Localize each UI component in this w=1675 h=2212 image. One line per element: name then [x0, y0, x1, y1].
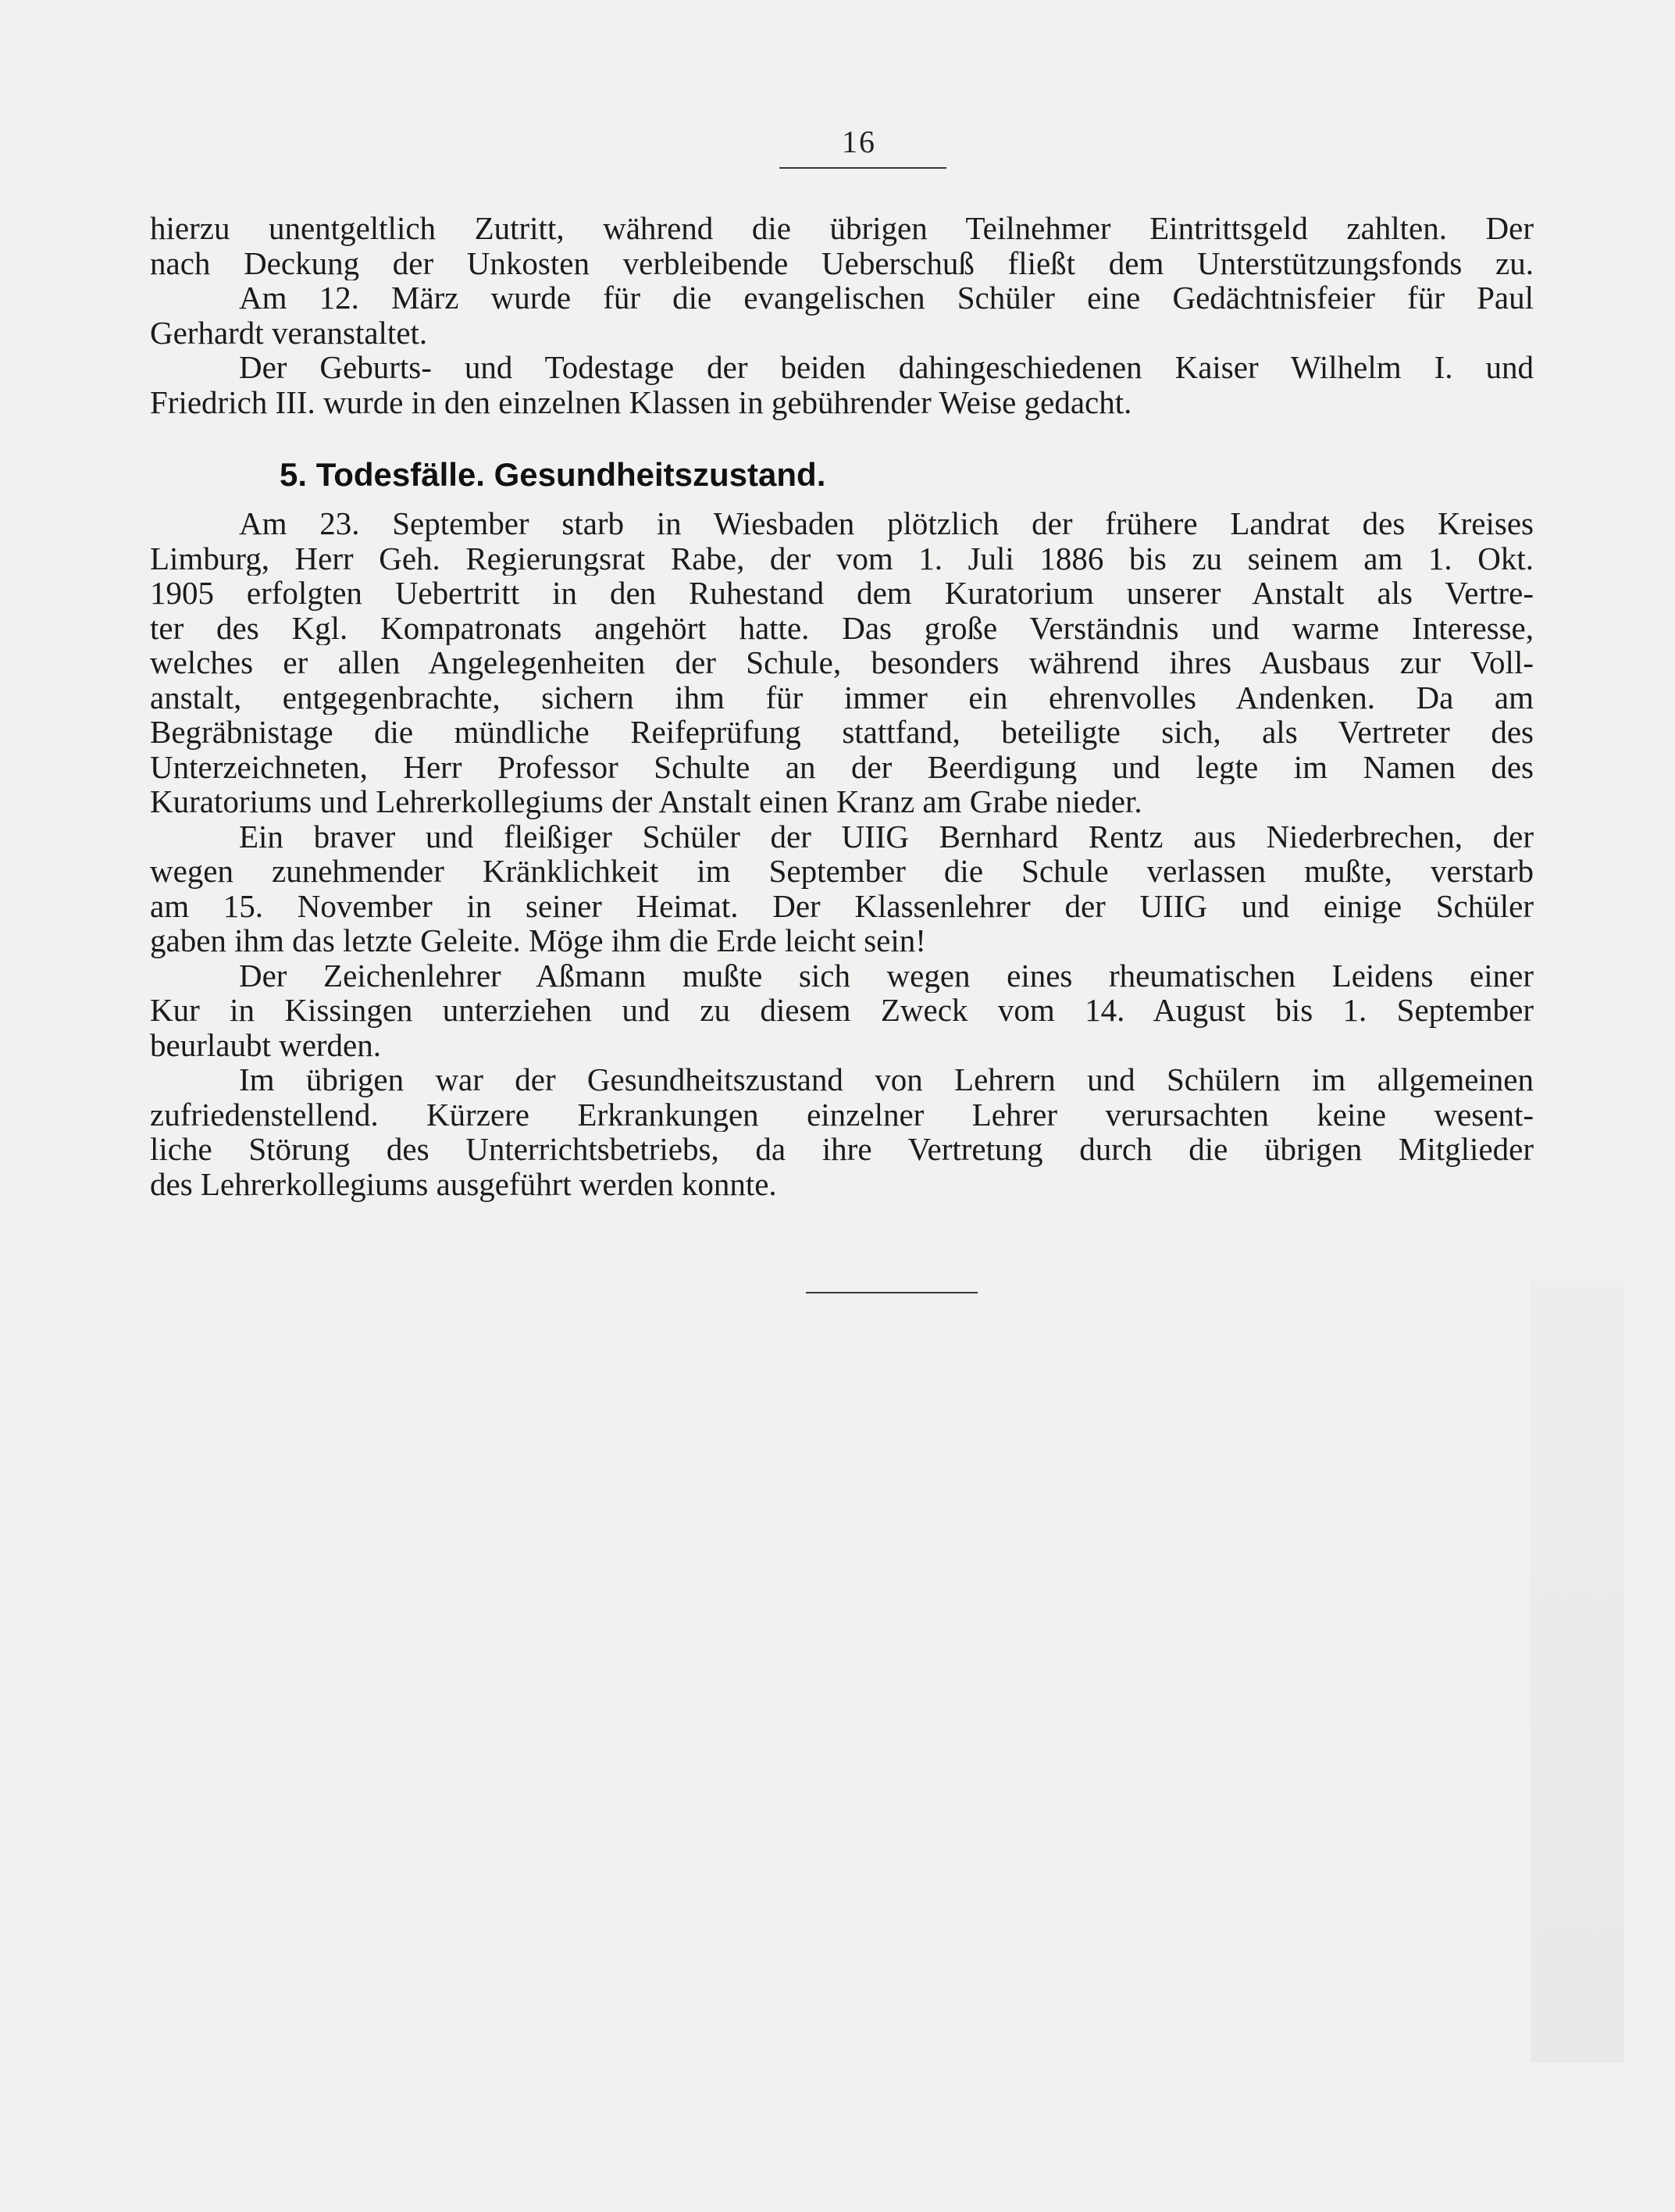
text-line: Am 23. September starb in Wiesbaden plötzlich der frühere Landrat des Kreises [239, 506, 1534, 541]
text-line: Am 12. März wurde für die evangelischen Schüler eine Gedächtnisfeier für Paul [239, 280, 1534, 316]
text-line: zufriedenstellend. Kürzere Erkrankungen einzelner Lehrer verursachten keine wesent- [150, 1097, 1534, 1132]
text-line: gaben ihm das letzte Geleite. Möge ihm die Erde leicht sein! [150, 922, 926, 958]
page-number-rule [779, 167, 946, 169]
text-line: hierzu unentgeltlich Zutritt, während die übrigen Teilnehmer Eintrittsgeld zahlten. Der [150, 211, 1534, 246]
text-line: Gerhardt veranstaltet. [150, 314, 428, 351]
text-line: anstalt, entgegenbrachte, sichern ihm für immer ein ehrenvolles Andenken. Da am [150, 680, 1534, 715]
text-line: liche Störung des Unterrichtsbetriebs, da ihre Vertretung durch die übrigen Mitglieder [150, 1132, 1534, 1167]
page-number: 16 [842, 124, 876, 159]
paragraph-block-events [150, 211, 1534, 419]
section-end-rule [806, 1292, 978, 1293]
text-line: am 15. November in seiner Heimat. Der Klassenlehrer der UIIG und einige Schüler [150, 888, 1534, 923]
text-line: beurlaubt werden. [150, 1026, 381, 1063]
text-line: des Lehrerkollegiums ausgeführt werden konnte. [150, 1165, 777, 1202]
bleed-through-shadow [1531, 1281, 1624, 2062]
text-line: Ein braver und fleißiger Schüler der UIIG Bernhard Rentz aus Niederbrechen, der [239, 819, 1534, 854]
text-line: Limburg, Herr Geh. Regierungsrat Rabe, der vom 1. Juli 1886 bis zu seinem am 1. Okt. [150, 541, 1534, 576]
text-line: wegen zunehmender Kränklichkeit im September die Schule verlassen mußte, verstarb [150, 854, 1534, 889]
paragraph-block-deaths-health [150, 506, 1534, 1201]
text-line: Kur in Kissingen unterziehen und zu diesem Zweck vom 14. August bis 1. September [150, 993, 1534, 1028]
text-line: Unterzeichneten, Herr Professor Schulte an der Beerdigung und legte im Namen des [150, 749, 1534, 784]
text-line: Friedrich III. wurde in den einzelnen Klassen in gebührender Weise gedacht. [150, 384, 1132, 420]
text-line: Der Zeichenlehrer Aßmann mußte sich wegen eines rheumatischen Leidens einer [239, 958, 1534, 993]
text-line: Der Geburts- und Todestage der beiden dahingeschiedenen Kaiser Wilhelm I. und [239, 350, 1534, 385]
text-line: Kuratoriums und Lehrerkollegiums der Anstalt einen Kranz am Grabe nieder. [150, 783, 1142, 819]
text-line: nach Deckung der Unkosten verbleibende Ueberschuß fließt dem Unterstützungsfonds zu. [150, 245, 1534, 280]
text-line: 1905 erfolgten Uebertritt in den Ruhestand dem Kuratorium unserer Anstalt als Vertre- [150, 576, 1534, 611]
text-line: welches er allen Angelegenheiten der Schule, besonders während ihres Ausbaus zur Voll- [150, 645, 1534, 680]
text-line: ter des Kgl. Kompatronats angehört hatte. Das große Verständnis und warme Interesse, [150, 610, 1534, 645]
text-line: Begräbnistage die mündliche Reifeprüfung stattfand, beteiligte sich, als Vertreter des [150, 715, 1534, 750]
text-line: Im übrigen war der Gesundheitszustand von Lehrern und Schülern im allgemeinen [239, 1062, 1534, 1097]
section-heading: 5. Todesfälle. Gesundheitszustand. [280, 456, 826, 493]
